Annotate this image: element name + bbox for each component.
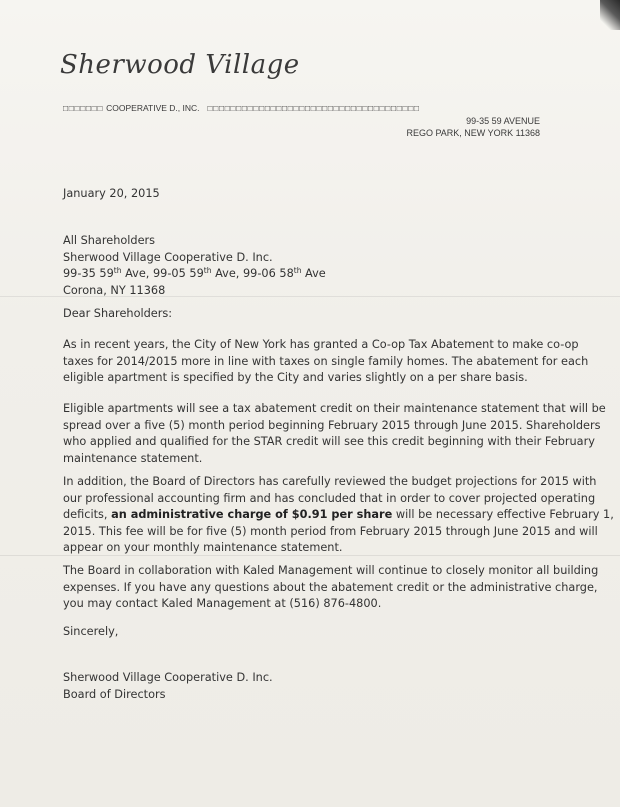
paragraph-line: expenses. If you have any questions about the abatement credit or the administrative charge, bbox=[63, 580, 598, 594]
paragraph-line: eligible apartment is specified by the City and varies slightly on a per share basis. bbox=[63, 371, 528, 384]
paragraph-line: appear on your monthly maintenance statement. bbox=[63, 541, 343, 554]
paragraph-text: deficits, bbox=[63, 508, 112, 521]
letterhead-boxes-left: □□□□□□□ bbox=[63, 103, 104, 113]
recipient-line: Corona, NY 11368 bbox=[63, 283, 166, 297]
signature-line: Sherwood Village Cooperative D. Inc. bbox=[63, 671, 273, 684]
signature-line: Board of Directors bbox=[63, 687, 166, 701]
paragraph-line: 2015. This fee will be for five (5) month period from February 2015 through June 2015 and will bbox=[63, 524, 598, 538]
address-part: Ave, 99-06 58 bbox=[211, 267, 294, 280]
address-part: Ave bbox=[301, 267, 326, 280]
paragraph-line: who applied and qualified for the STAR credit will see this credit beginning with their February bbox=[63, 435, 595, 448]
administrative-charge-emphasis: an administrative charge of $0.91 per share bbox=[111, 508, 393, 521]
paragraph-line bbox=[63, 507, 614, 524]
recipient-address-line bbox=[63, 266, 543, 283]
paragraph-line: maintenance statement. bbox=[63, 451, 203, 465]
paragraph-line: The Board in collaboration with Kaled Management will continue to closely monitor all building bbox=[63, 564, 599, 577]
paragraph-line: In addition, the Board of Directors has carefully reviewed the budget projections for 2015 with bbox=[63, 475, 597, 488]
date-text: January 20, 2015 bbox=[63, 187, 160, 200]
recipient-line: All Shareholders bbox=[63, 234, 156, 247]
letter-date bbox=[63, 186, 543, 203]
paragraph-line: Eligible apartments will see a tax abatement credit on their maintenance statement that will be bbox=[63, 402, 606, 415]
paragraph-line: taxes for 2014/2015 more in line with taxes on single family homes. The abatement for each bbox=[63, 354, 589, 368]
address-part: Ave, 99-05 59 bbox=[121, 267, 204, 280]
page-corner-shadow bbox=[600, 0, 620, 30]
paragraph-line: our professional accounting firm and has concluded that in order to cover projected operating bbox=[63, 491, 596, 505]
letterhead-coop-name: COOPERATIVE D., INC. bbox=[106, 103, 200, 113]
letterhead-logo: Sherwood Village bbox=[60, 50, 300, 80]
paragraph-2 bbox=[63, 401, 606, 467]
address-part: 99-35 59 bbox=[63, 267, 114, 280]
paragraph-1 bbox=[63, 337, 589, 387]
recipient-block bbox=[63, 233, 543, 299]
ordinal-suffix: th bbox=[293, 266, 302, 275]
letterhead-bar bbox=[63, 103, 540, 113]
address-line: 99-35 59 AVENUE bbox=[466, 116, 540, 126]
letterhead-address bbox=[406, 115, 540, 139]
closing bbox=[63, 624, 543, 641]
paragraph-text: will be necessary effective February 1, bbox=[392, 508, 614, 521]
signature-block bbox=[63, 670, 543, 703]
closing-text: Sincerely, bbox=[63, 625, 119, 638]
salutation bbox=[63, 306, 543, 323]
recipient-line: Sherwood Village Cooperative D. Inc. bbox=[63, 250, 273, 264]
paragraph-line: As in recent years, the City of New York has granted a Co-op Tax Abatement to make co-op bbox=[63, 338, 579, 351]
paragraph-line: you may contact Kaled Management at (516) 876-4800. bbox=[63, 597, 382, 610]
salutation-text: Dear Shareholders: bbox=[63, 307, 173, 320]
letterhead-boxes-right: □□□□□□□□□□□□□□□□□□□□□□□□□□□□□□□□□□□□□ bbox=[207, 103, 420, 113]
paragraph-4 bbox=[63, 563, 599, 613]
address-line: REGO PARK, NEW YORK 11368 bbox=[406, 128, 540, 138]
paragraph-3 bbox=[63, 474, 614, 557]
ordinal-suffix: th bbox=[113, 266, 122, 275]
paragraph-line: spread over a five (5) month period beginning February 2015 through June 2015. Shareholders bbox=[63, 418, 601, 432]
ordinal-suffix: th bbox=[203, 266, 212, 275]
